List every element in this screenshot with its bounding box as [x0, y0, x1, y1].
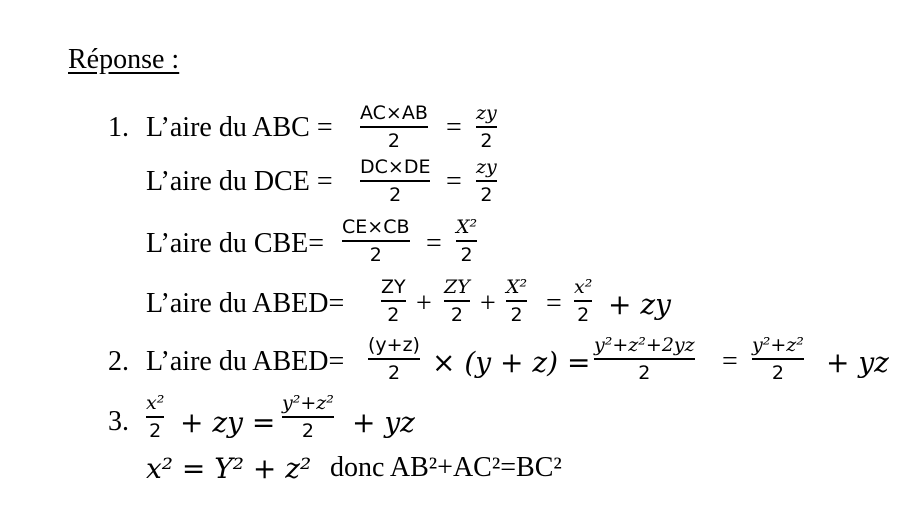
denominator: 2 [387, 362, 401, 384]
fraction-bar [360, 126, 428, 128]
response-heading: Réponse : [68, 44, 180, 75]
fraction-zy [476, 102, 497, 152]
conclusion-text: donc AB²+AC²=BC² [330, 452, 562, 483]
denominator: 2 [389, 184, 402, 206]
equals-sign: = [722, 346, 738, 377]
denominator: 2 [369, 244, 382, 266]
fraction-bar [476, 180, 497, 182]
fraction-x-squared [456, 216, 477, 266]
denominator: 2 [149, 420, 162, 442]
plus-yz-term: + yz [826, 346, 889, 379]
denominator: 2 [771, 362, 784, 384]
denominator: 2 [460, 244, 473, 266]
denominator: 2 [510, 304, 523, 326]
fraction-bar [574, 300, 592, 302]
fraction-x-squared-lower [574, 276, 592, 326]
fraction-y-plus-z [368, 334, 420, 384]
numerator: ZY [381, 276, 406, 298]
fraction-bar [752, 358, 804, 360]
numerator: X² [506, 276, 528, 298]
line-abc-label: L’aire du ABC = [146, 112, 333, 143]
numerator: y²+z² [752, 334, 804, 356]
numerator: y²+z² [282, 392, 334, 414]
numerator: zy [476, 102, 497, 124]
fraction-zy [476, 156, 497, 206]
fraction-bar [381, 300, 406, 302]
line-cbe-label: L’aire du CBE= [146, 228, 325, 259]
fraction-zy-upper [381, 276, 406, 326]
item-number-2: 2. [108, 346, 129, 377]
plus-zy-equals: + zy = [180, 406, 276, 439]
item-number-1: 1. [108, 112, 129, 143]
item-number-3: 3. [108, 406, 129, 437]
denominator: 2 [577, 304, 590, 326]
fraction-expanded [594, 334, 695, 384]
fraction-x-squared [506, 276, 527, 326]
fraction-bar [444, 300, 470, 302]
fraction-bar [594, 358, 695, 360]
equals-sign: = [426, 228, 442, 259]
numerator: x² [146, 392, 165, 414]
numerator: ZY [444, 276, 470, 298]
fraction-bar [368, 358, 420, 360]
numerator: (y+z) [368, 334, 420, 356]
fraction-y2-z2 [752, 334, 804, 384]
numerator: AC×AB [360, 102, 428, 124]
denominator: 2 [301, 420, 314, 442]
fraction-bar [282, 416, 334, 418]
line-abed-trapezoid-label: L’aire du ABED= [146, 346, 345, 377]
fraction-bar [360, 180, 430, 182]
plus-zy-term: + zy [608, 288, 671, 321]
fraction-bar [146, 416, 164, 418]
denominator: 2 [450, 304, 463, 326]
denominator: 2 [387, 304, 400, 326]
numerator: zy [476, 156, 497, 178]
denominator: 2 [480, 130, 493, 152]
numerator: X² [456, 216, 478, 238]
fraction-y2-z2 [282, 392, 334, 442]
numerator: x² [574, 276, 593, 298]
plus-sign: + [416, 288, 432, 319]
numerator: CE×CB [342, 216, 410, 238]
fraction-ce-cb [342, 216, 410, 266]
line-dce-label: L’aire du DCE = [146, 166, 333, 197]
equals-sign: = [546, 288, 562, 319]
fraction-dc-de [360, 156, 430, 206]
denominator: 2 [387, 130, 400, 152]
equals-sign: = [446, 166, 462, 197]
pythagoras-equation: x² = Y² + z² [146, 452, 312, 485]
plus-sign: + [480, 288, 496, 319]
fraction-bar [456, 240, 477, 242]
fraction-ac-ab [360, 102, 428, 152]
denominator: 2 [480, 184, 493, 206]
fraction-bar [476, 126, 497, 128]
fraction-bar [342, 240, 410, 242]
numerator: y²+z²+2yz [594, 334, 695, 356]
fraction-bar [506, 300, 527, 302]
fraction-zy-italic [444, 276, 470, 326]
denominator: 2 [638, 362, 651, 384]
fraction-x-squared [146, 392, 164, 442]
equals-sign: = [446, 112, 462, 143]
plus-yz-term: + yz [352, 406, 415, 439]
times-y-plus-z: × (y + z) = [432, 346, 591, 379]
numerator: DC×DE [360, 156, 431, 178]
line-abed-label: L’aire du ABED= [146, 288, 345, 319]
